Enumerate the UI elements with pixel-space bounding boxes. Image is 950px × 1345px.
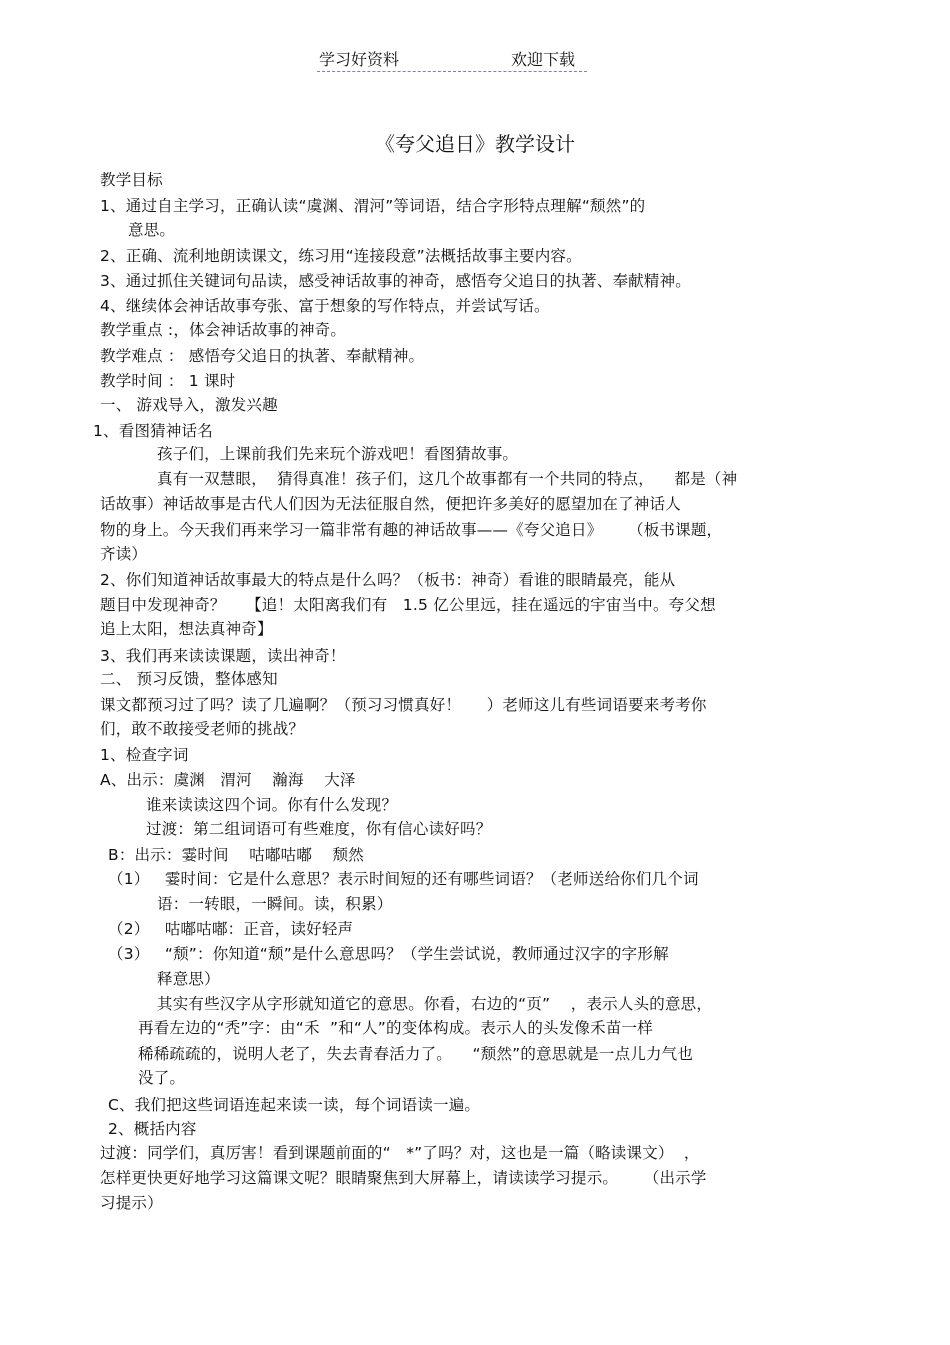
text-line: 教学难点 ： 感悟夸父追日的执著、奉献精神。 bbox=[100, 347, 425, 365]
text-line: 再看左边的“秃”字：由“禾 ”和“人”的变体构成。表示人的头发像禾苗一样 bbox=[138, 1019, 653, 1037]
text-line: 话故事）神话故事是古代人们因为无法征服自然，便把许多美好的愿望加在了神话人 bbox=[100, 495, 681, 513]
text-line: 意思。 bbox=[128, 221, 176, 239]
text-line: 二、 预习反馈，整体感知 bbox=[100, 670, 278, 688]
text-line: 2、概括内容 bbox=[108, 1120, 197, 1138]
text-line: （2） 咕嘟咕嘟：正音，读好轻声 bbox=[108, 920, 354, 938]
header-dashed-underline bbox=[317, 71, 587, 72]
text-line: 释意思） bbox=[157, 970, 220, 988]
text-line: （3） “颓”：你知道“颓”是什么意思吗？（学生尝试说，教师通过汉字的字形解 bbox=[108, 945, 669, 963]
text-line: 课文都预习过了吗？读了几遍啊？（预习习惯真好！ ）老师这儿有些词语要来考考你 bbox=[100, 696, 707, 714]
text-line: A、出示：虞渊 渭河 瀚海 大泽 bbox=[100, 771, 356, 789]
text-line: 4、继续体会神话故事夸张、富于想象的写作特点，并尝试写话。 bbox=[100, 297, 550, 315]
text-line: 追上太阳，想法真神奇】 bbox=[100, 620, 273, 638]
text-line: 教学时间 ： 1 课时 bbox=[100, 372, 236, 390]
text-line: 教学目标 bbox=[100, 171, 163, 189]
page-header bbox=[0, 50, 950, 74]
text-line: 语：一转眼，一瞬间。读，积累） bbox=[157, 895, 393, 913]
text-line: 2、正确、流利地朗读课文，练习用“连接段意”法概括故事主要内容。 bbox=[100, 247, 582, 265]
text-line: 1、通过自主学习，正确认读“虞渊、渭河”等词语，结合字形特点理解“颓然”的 bbox=[100, 197, 646, 215]
text-line: 1、检查字词 bbox=[100, 746, 189, 764]
text-line: 过渡：第二组词语可有些难度，你有信心读好吗？ bbox=[146, 820, 492, 838]
text-line: 一、 游戏导入，激发兴趣 bbox=[100, 396, 278, 414]
header-right-text: 欢迎下载 bbox=[511, 50, 576, 69]
text-line: B：出示：霎时间 咕嘟咕嘟 颓然 bbox=[108, 846, 364, 864]
text-line: 孩子们，上课前我们先来玩个游戏吧！看图猜故事。 bbox=[157, 445, 519, 463]
text-line: 齐读） bbox=[100, 545, 148, 563]
text-line: 没了。 bbox=[138, 1069, 186, 1087]
text-line: 3、通过抓住关键词句品读，感受神话故事的神奇，感悟夸父追日的执著、奉献精神。 bbox=[100, 272, 691, 290]
document-title: 《夸父追日》教学设计 bbox=[375, 132, 575, 156]
text-line: 真有一双慧眼， 猜得真准！孩子们，这几个故事都有一个共同的特点， 都是（神 bbox=[157, 470, 738, 488]
text-line: 其实有些汉字从字形就知道它的意思。你看，右边的“页” ，表示人头的意思， bbox=[157, 995, 713, 1013]
text-line: （1） 霎时间：它是什么意思？表示时间短的还有哪些词语？（老师送给你们几个词 bbox=[108, 870, 699, 888]
text-line: 物的身上。今天我们再来学习一篇非常有趣的神话故事——《夸父追日》 （板书课题， bbox=[100, 521, 723, 539]
text-line: 习提示） bbox=[100, 1194, 163, 1212]
text-line: 2、你们知道神话故事最大的特点是什么吗？（板书：神奇）看谁的眼睛最亮，能从 bbox=[100, 571, 676, 589]
text-line: C、我们把这些词语连起来读一读，每个词语读一遍。 bbox=[108, 1096, 481, 1114]
text-line: 3、我们再来读读课题，读出神奇！ bbox=[100, 647, 346, 665]
text-line: 过渡：同学们，真厉害！看到课题前面的“ *”了吗？对，这也是一篇（略读课文） ， bbox=[100, 1144, 700, 1162]
text-line: 怎样更快更好地学习这篇课文呢？眼睛聚焦到大屏幕上，请读读学习提示。 （出示学 bbox=[100, 1169, 707, 1187]
text-line: 1、看图猜神话名 bbox=[93, 422, 213, 440]
text-line: 题目中发现神奇？ 【追！太阳离我们有 1.5 亿公里远，挂在遥远的宇宙当中。夸父想 bbox=[100, 596, 716, 614]
header-left-text: 学习好资料 bbox=[319, 50, 400, 69]
text-line: 们，敢不敢接受老师的挑战？ bbox=[100, 720, 305, 738]
text-line: 稀稀疏疏的，说明人老了，失去青春活力了。 “颓然”的意思就是一点儿力气也 bbox=[138, 1045, 694, 1063]
text-line: 教学重点 :，体会神话故事的神奇。 bbox=[100, 321, 347, 339]
text-line: 谁来读读这四个词。你有什么发现？ bbox=[146, 796, 398, 814]
